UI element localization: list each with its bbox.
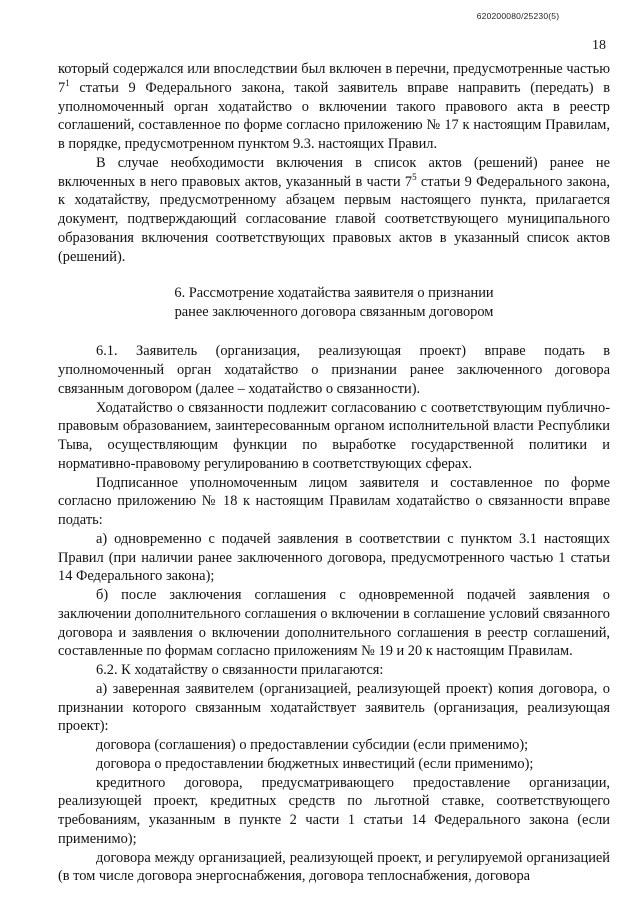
paragraph: договора о предоставлении бюджетных инвестиций (если применимо); xyxy=(96,755,534,772)
paragraph: б) после заключения соглашения с одновременной подачей заявления о заключении дополнительного соглашения о включении в соглашение условий связанного договора и заявления о включении дополнительного соглашения в реестр соглашений, составленные по формам согласно приложениям № 19 и 20 к настоящим Правилам. xyxy=(58,587,610,660)
document-body xyxy=(58,60,610,886)
paragraph: а) заверенная заявителем (организацией, реализующей проект) копия договора, о признании которого связанным ходатайствует заявитель (организация, реализующая проект): xyxy=(58,680,610,735)
paragraph: договора (соглашения) о предоставлении субсидии (если применимо); xyxy=(96,737,529,753)
section-heading xyxy=(58,284,610,321)
page-number: 18 xyxy=(592,38,606,53)
superscript: 5 xyxy=(412,171,417,182)
superscript: 1 xyxy=(65,77,70,88)
section-heading-line: 6. Рассмотрение ходатайства заявителя о признании xyxy=(174,285,494,302)
paragraph: кредитного договора, предусматривающего предоставление организации, реализующей проект, кредитных средств по льготной ставке, соответствующего требованиям, указанным в пункте 2 части 1 статьи 14 Федерального закона (если применимо); xyxy=(58,774,610,847)
section-heading-line: ранее заключенного договора связанным договором xyxy=(174,303,494,320)
paragraph: договора между организацией, реализующей проект, и регулируемой организацией (в том числе договора энергоснабжения, договора теплоснабжения, договора xyxy=(58,849,610,885)
paragraph: а) одновременно с подачей заявления в соответствии с пунктом 3.1 настоящих Правил (при наличии ранее заключенного договора, предусмотренного частью 1 статьи 14 Федерального закона); xyxy=(58,530,610,585)
paragraph: Ходатайство о связанности подлежит согласованию с соответствующим публично-правовым образованием, заинтересованным органом исполнительной власти Республики Тыва, осуществляющим функции по выработке государственной политики и нормативно-правовому регулированию в соответствующих сферах. xyxy=(58,399,610,472)
paragraph: который содержался или впоследствии был включен в перечни, предусмотренные частью $7^1$ статьи 9 Федерального закона, такой заявитель вправе направить (передать) в уполномоченный орган ходатайство о включении такого правового акта в реестр соглашений, составленное по форме согласно приложению № 17 к настоящим Правилам, в порядке, предусмотренном пунктом 9.3. настоящих Правил. xyxy=(58,61,610,152)
paragraph: В случае необходимости включения в список актов (решений) ранее не включенных в него правовых актов, указанный в части $7^5$ статьи 9 Федерального закона, к ходатайству, предусмотренному абзацем первым настоящего пункта, прилагается документ, подтверждающий согласование главой соответствующего муниципального образования включения соответствующих правовых актов в указанный список актов (решений). xyxy=(58,154,610,265)
paragraph: 6.1. Заявитель (организация, реализующая проект) вправе подать в уполномоченный орган ходатайство о признании ранее заключенного договора связанным договором (далее – ходатайство о связанности). xyxy=(58,343,610,397)
paragraph: Подписанное уполномоченным лицом заявителя и составленное по форме согласно приложению № 18 к настоящим Правилам ходатайство о связанности вправе подать: xyxy=(58,474,610,528)
paragraph: 6.2. К ходатайству о связанности прилагаются: xyxy=(96,662,384,678)
document-id: 620200080/25230(5) xyxy=(476,11,560,21)
